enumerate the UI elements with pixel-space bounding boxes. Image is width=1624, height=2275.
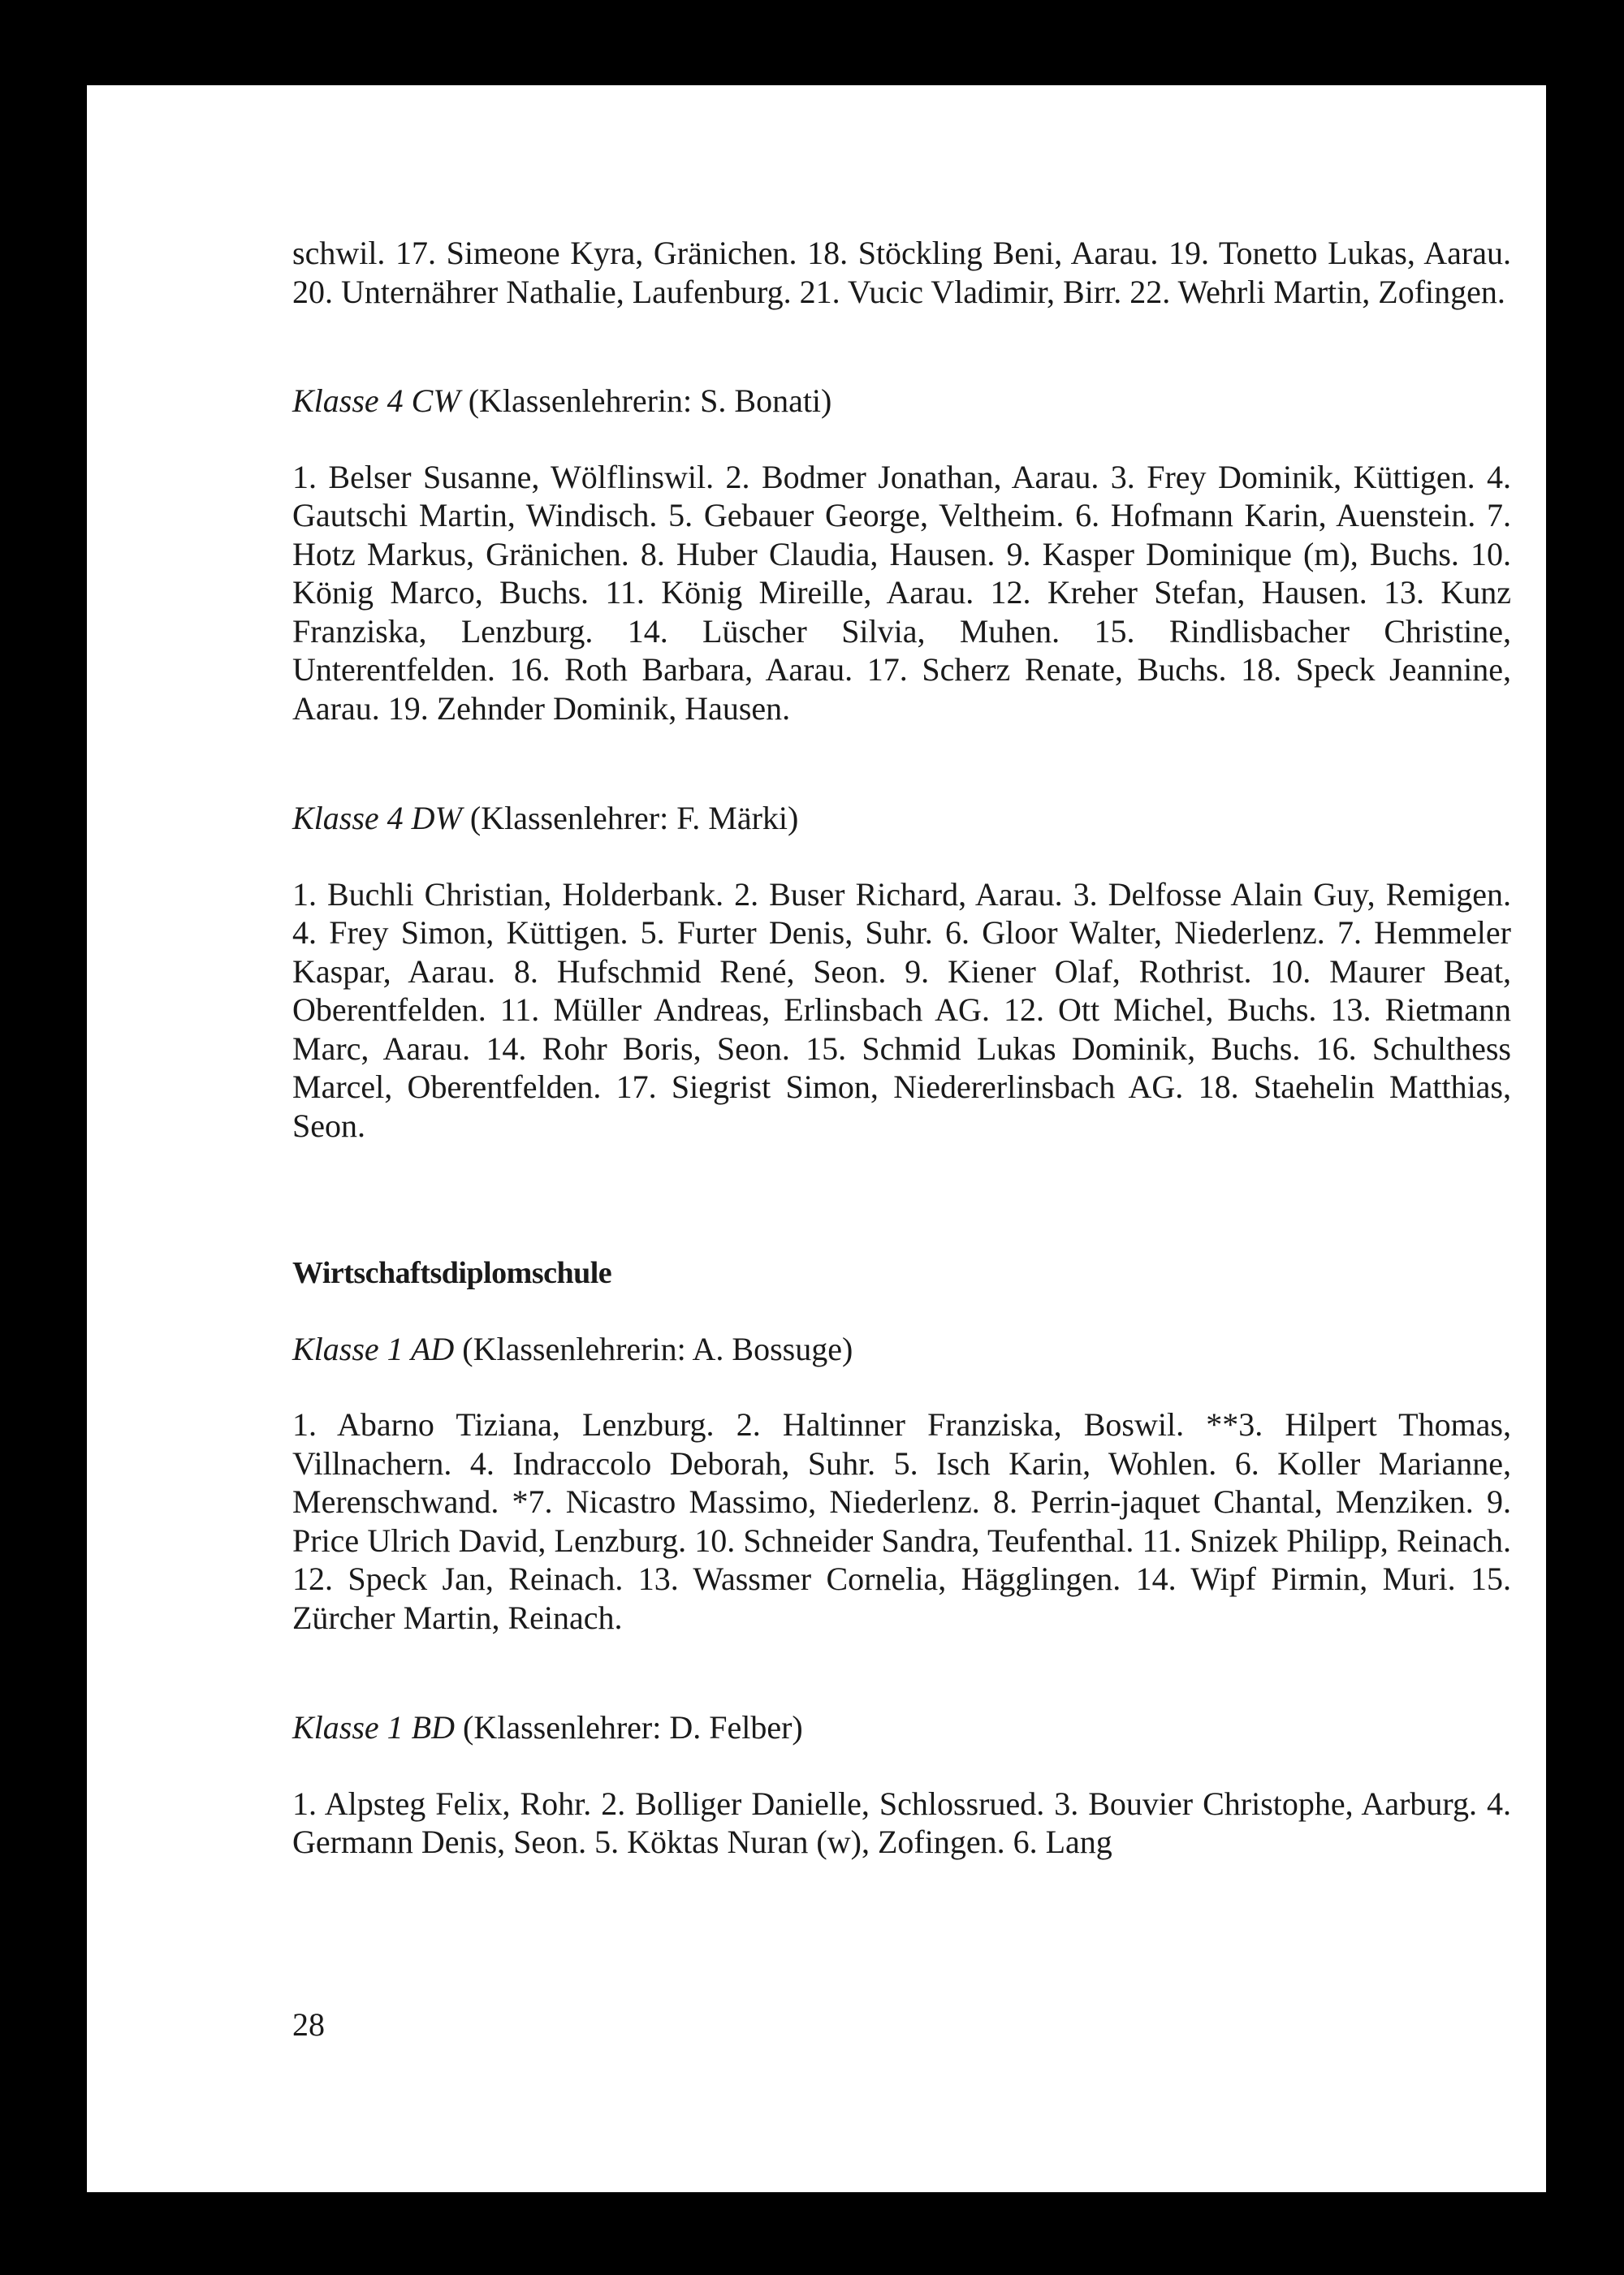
class-list-4cw: 1. Belser Susanne, Wölflinswil. 2. Bodmer Jonathan, Aarau. 3. Frey Dominik, Küttigen. 4. Gautschi Martin, Windisch. 5. Gebauer George, Veltheim. 6. Hofmann Karin, Auenstein. 7. Hotz Markus, Gränichen. 8. Huber Claudia, Hausen. 9. Kasper Dominique (m), Buchs. 10. König Marco, Buchs. 11. König Mireille, Aarau. 12. Kreher Stefan, Hausen. 13. Kunz Franziska, Lenzburg. 14. Lüscher Silvia, Muhen. 15. Rindlisbacher Christine, Unterentfelden. 16. Roth Barbara, Aarau. 17. Scherz Renate, Buchs. 18. Speck Jeannine, Aarau. 19. Zehnder Dominik, Hausen.: [292, 458, 1511, 727]
section-title-wirtschaftsdiplomschule: Wirtschaftsdiplomschule: [292, 1256, 612, 1290]
page-number: 28: [292, 2006, 325, 2043]
class-label: Klasse 4 DW: [292, 800, 462, 836]
teacher-label: (Klassenlehrerin: A. Bossuge): [462, 1330, 853, 1367]
class-heading-4dw: [292, 799, 1511, 838]
page-content: [292, 234, 1511, 1862]
class-label: Klasse 1 AD: [292, 1330, 455, 1367]
teacher-label: (Klassenlehrer: D. Felber): [463, 1709, 803, 1746]
teacher-label: (Klassenlehrer: F. Märki): [469, 800, 799, 836]
class-list-4dw: 1. Buchli Christian, Holderbank. 2. Buser Richard, Aarau. 3. Delfosse Alain Guy, Remigen. 4. Frey Simon, Küttigen. 5. Furter Denis, Suhr. 6. Gloor Walter, Niederlenz. 7. Hemmeler Kaspar, Aarau. 8. Hufschmid René, Seon. 9. Kiener Olaf, Rothrist. 10. Maurer Beat, Oberentfelden. 11. Müller Andreas, Erlinsbach AG. 12. Ott Michel, Buchs. 13. Rietmann Marc, Aarau. 14. Rohr Boris, Seon. 15. Schmid Lukas Dominik, Buchs. 16. Schulthess Marcel, Oberentfelden. 17. Siegrist Simon, Niedererlinsbach AG. 18. Staehelin Matthias, Seon.: [292, 875, 1511, 1144]
class-list-1bd: 1. Alpsteg Felix, Rohr. 2. Bolliger Danielle, Schlossrued. 3. Bouvier Christophe, Aarburg. 4. Germann Denis, Seon. 5. Köktas Nuran (w), Zofingen. 6. Lang: [292, 1785, 1511, 1860]
class-heading-1ad: [292, 1330, 1511, 1369]
class-label: Klasse 1 BD: [292, 1709, 455, 1746]
class-list-continuation: schwil. 17. Simeone Kyra, Gränichen. 18. Stöckling Beni, Aarau. 19. Tonetto Lukas, Aarau. 20. Unternährer Nathalie, Laufenburg. 21. Vucic Vladimir, Birr. 22. Wehrli Martin, Zofingen.: [292, 235, 1511, 310]
class-label: Klasse 4 CW: [292, 382, 460, 419]
class-heading-4cw: [292, 382, 1511, 421]
class-list-1ad: 1. Abarno Tiziana, Lenzburg. 2. Haltinner Franziska, Boswil. **3. Hilpert Thomas, Villnachern. 4. Indraccolo Deborah, Suhr. 5. Isch Karin, Wohlen. 6. Koller Marianne, Merenschwand. *7. Nicastro Massimo, Niederlenz. 8. Perrin-jaquet Chantal, Menziken. 9. Price Ulrich David, Lenzburg. 10. Schneider Sandra, Teufenthal. 11. Snizek Philipp, Reinach. 12. Speck Jan, Reinach. 13. Wassmer Cornelia, Hägglingen. 14. Wipf Pirmin, Muri. 15. Zürcher Martin, Reinach.: [292, 1406, 1511, 1636]
document-page: [87, 85, 1546, 2192]
class-heading-1bd: [292, 1708, 1511, 1747]
teacher-label: (Klassenlehrerin: S. Bonati): [468, 382, 832, 419]
